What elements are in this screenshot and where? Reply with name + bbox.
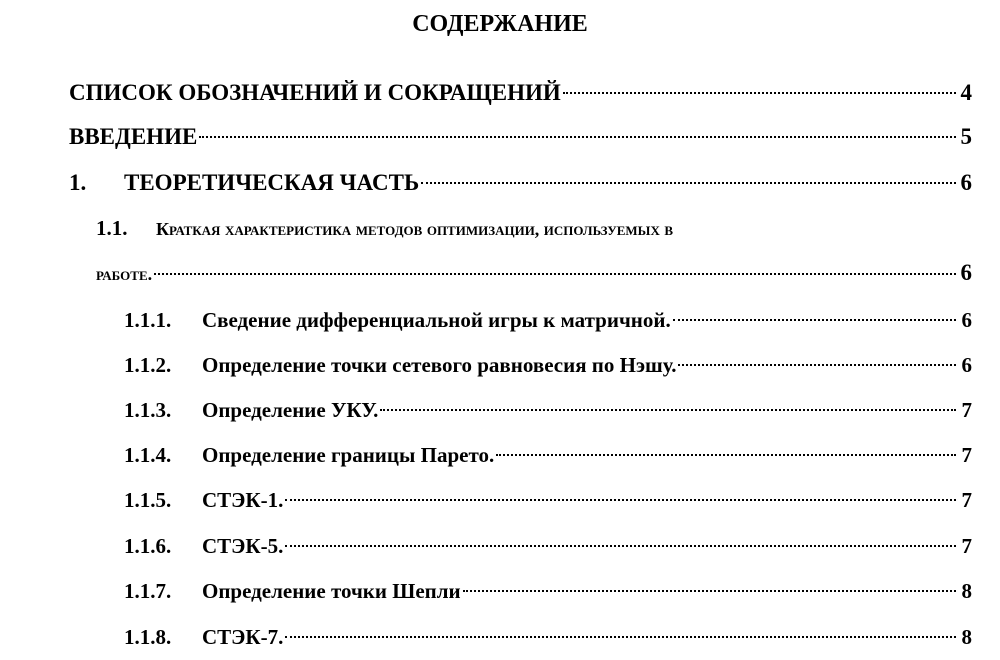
toc-entry-1-1-8[interactable] [124, 622, 972, 652]
toc-page-number: 6 [960, 170, 972, 195]
toc-entry-number: 1.1.4. [124, 443, 172, 467]
toc-entry-text: Краткая характеристика методов оптимизации, используемых в [156, 219, 674, 239]
dot-leader [496, 454, 956, 456]
toc-page-number: 5 [960, 124, 972, 149]
dot-leader [285, 545, 956, 547]
toc-entry-text: СТЭК-5. [202, 534, 284, 558]
toc-entry-text: ТЕОРЕТИЧЕСКАЯ ЧАСТЬ [124, 170, 420, 195]
toc-page-number: 4 [960, 80, 972, 105]
toc-entry-text: Определение точки Шепли [202, 579, 461, 603]
toc-entry-number: 1.1.3. [124, 398, 172, 422]
toc-entry-text: работе. [96, 264, 153, 284]
toc-entry-section-1-1[interactable] [96, 213, 972, 244]
toc-entry-introduction[interactable] [69, 122, 972, 152]
toc-entry-number: 1.1.8. [124, 625, 172, 649]
toc-entry-text: СПИСОК ОБОЗНАЧЕНИЙ И СОКРАЩЕНИЙ [69, 80, 561, 105]
toc-entry-text: СТЭК-1. [202, 488, 284, 512]
toc-page-number: 8 [961, 579, 972, 603]
toc-entry-1-1-3[interactable] [124, 395, 972, 425]
toc-page-number: 7 [961, 398, 972, 422]
toc-entry-text: СТЭК-7. [202, 625, 284, 649]
toc-entry-1-1-2[interactable] [124, 350, 972, 380]
toc-entry-number: 1. [69, 170, 87, 195]
toc-entry-section-1-1-continuation[interactable] [96, 258, 972, 289]
dot-leader [463, 590, 956, 592]
toc-page-number: 6 [960, 260, 972, 285]
dot-leader [678, 364, 956, 366]
dot-leader [285, 499, 956, 501]
toc-page-number: 7 [961, 488, 972, 512]
page-title: СОДЕРЖАНИЕ [412, 11, 588, 37]
toc-page-number: 6 [961, 308, 972, 332]
toc-entry-abbreviations[interactable] [69, 78, 972, 108]
toc-entry-number: 1.1. [96, 216, 128, 240]
toc-page-number: 7 [961, 443, 972, 467]
toc-page-number: 7 [961, 534, 972, 558]
toc-entry-text: Определение УКУ. [202, 398, 379, 422]
dot-leader [421, 182, 956, 184]
toc-entry-text: Сведение дифференциальной игры к матричной. [202, 308, 671, 332]
toc-entry-1-1-7[interactable] [124, 576, 972, 606]
dot-leader [285, 636, 956, 638]
toc-entry-1-1-6[interactable] [124, 531, 972, 561]
dot-leader [380, 409, 956, 411]
toc-page-number: 8 [961, 625, 972, 649]
toc-entry-1-1-1[interactable] [124, 305, 972, 335]
toc-entry-text: ВВЕДЕНИЕ [69, 124, 198, 149]
toc-entry-text: Определение точки сетевого равновесия по Нэшу. [202, 353, 677, 377]
dot-leader [199, 136, 956, 138]
toc-entry-text: Определение границы Парето. [202, 443, 495, 467]
toc-entry-1-1-4[interactable] [124, 440, 972, 470]
toc-entry-number: 1.1.7. [124, 579, 172, 603]
toc-entry-part-1[interactable] [69, 168, 972, 198]
dot-leader [154, 273, 956, 275]
toc-entry-number: 1.1.2. [124, 353, 172, 377]
toc-entry-number: 1.1.5. [124, 488, 172, 512]
toc-entry-number: 1.1.6. [124, 534, 172, 558]
toc-page-number: 6 [961, 353, 972, 377]
dot-leader [673, 319, 956, 321]
toc-entry-number: 1.1.1. [124, 308, 172, 332]
toc-entry-1-1-5[interactable] [124, 485, 972, 515]
dot-leader [563, 92, 956, 94]
